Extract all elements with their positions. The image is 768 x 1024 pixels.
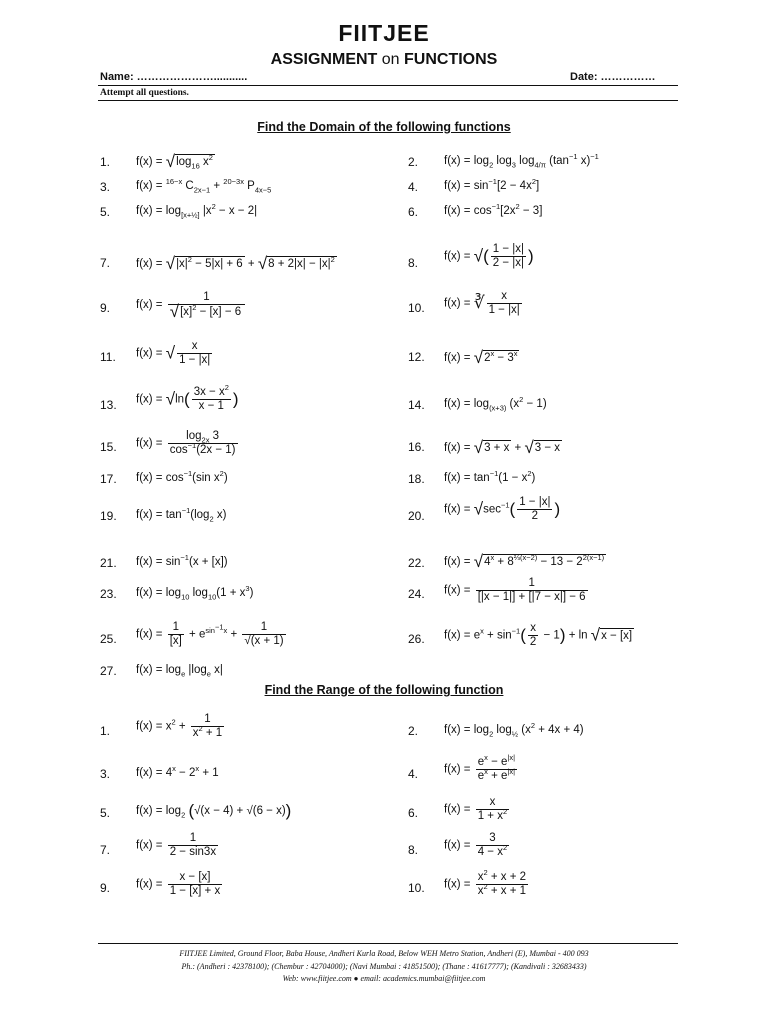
domain-q14-formula: $f(x) = \log_{(x+3)} (x^2 - 1)$: [444, 395, 547, 413]
domain-q16-formula: f(x) = √3 + x + √3 − x: [444, 438, 561, 457]
domain-q26-number: 26.: [408, 632, 425, 646]
range-section-heading: [0, 683, 768, 697]
domain-q4-number: 4.: [408, 180, 419, 194]
range-q3-number: 3.: [100, 767, 111, 781]
domain-q25-number: 25.: [100, 632, 117, 646]
domain-q21-number: 21.: [100, 556, 117, 570]
domain-q6-formula: $f(x) = \cos^{-1}[2x^2 - 3]$: [444, 202, 543, 217]
domain-q19-number: 19.: [100, 509, 117, 523]
domain-q22-number: 22.: [408, 556, 425, 570]
range-q10-number: 10.: [408, 881, 425, 895]
range-q2-number: 2.: [408, 724, 419, 738]
name-field-label: Name: …………………...........: [100, 71, 248, 83]
domain-q23-number: 23.: [100, 587, 117, 601]
domain-q7-number: 7.: [100, 256, 111, 270]
domain-q18-number: 18.: [408, 472, 425, 486]
header-rule-top: [98, 85, 678, 86]
range-q4-formula: f(x) = $\frac{e^x - e^{|x|}}{e^x + e^{|x|}}$: [444, 753, 516, 782]
range-q7-number: 7.: [100, 843, 111, 857]
domain-q10-formula: f(x) = ∛ $\frac{x}{1 - |x|}$: [444, 290, 520, 316]
domain-q26-formula: $f(x) = e^x + \sin^{-1}$( $\frac{x}{2}$ − 1) + ln √x − [x]: [444, 622, 633, 648]
range-q3-formula: $f(x) = 4^x - 2^x + 1$: [136, 764, 219, 779]
range-q1-formula: $f(x) = x^2$ + $\frac{1}{x^2 + 1}$: [136, 713, 223, 739]
footer-line-phones: Ph.: (Andheri : 42378100); (Chembur : 42704000); (Navi Mumbai : 41851500); (Thane : 41617777); (Kandivali : 32683433): [181, 961, 587, 971]
range-q9-number: 9.: [100, 881, 111, 895]
domain-q20-number: 20.: [408, 509, 425, 523]
range-heading-text: Find the Range of the following function: [264, 683, 504, 697]
domain-q11-number: 11.: [100, 350, 116, 364]
domain-q5-number: 5.: [100, 205, 111, 219]
domain-q17-number: 17.: [100, 472, 117, 486]
domain-q2-formula: $f(x) = \log_2 \log_3 \log_{4/\pi} (\tan^{-1}$ x)$^{-1}$: [444, 152, 599, 170]
domain-q3-number: 3.: [100, 180, 111, 194]
domain-q10-number: 10.: [408, 301, 425, 315]
footer-line-address: FIITJEE Limited, Ground Floor, Baba House, Andheri Kurla Road, Below WEH Metro Station, Andheri (E), Mumbai - 400 093: [179, 949, 589, 958]
domain-q12-number: 12.: [408, 350, 425, 364]
header-rule-bottom: [98, 100, 678, 101]
domain-q17-formula: $f(x) = \cos^{-1}(\sin$ $x^2$): [136, 469, 228, 484]
domain-q9-number: 9.: [100, 301, 111, 315]
range-q8-formula: f(x) = $\frac{3}{4 - x^2}$: [444, 832, 508, 858]
range-q1-number: 1.: [100, 724, 111, 738]
range-q5-number: 5.: [100, 806, 111, 820]
domain-q19-formula: $f(x) = \tan^{-1}(\log_2$ x): [136, 506, 227, 524]
page-title: [0, 51, 768, 69]
domain-q20-formula: $f(x) = √\sec^{-1}$( $\frac{1 - |x|}{2}$ ): [444, 496, 561, 522]
domain-q13-formula: f(x) = √ln( $\frac{3x - x^2}{x - 1}$ ): [136, 383, 239, 412]
date-field-label: Date: ……………: [570, 71, 656, 83]
range-q6-formula: f(x) = $\frac{x}{1 + x^2}$: [444, 796, 508, 822]
domain-q24-number: 24.: [408, 587, 425, 601]
fiitjee-logo: FIITJEE: [338, 20, 430, 46]
title-assignment: ASSIGNMENT: [270, 51, 378, 68]
domain-q1-formula: $f(x) = √\log_{16}$ $x^2$: [136, 152, 213, 171]
range-q6-number: 6.: [408, 806, 419, 820]
domain-q15-number: 15.: [100, 440, 117, 454]
domain-section-heading: [0, 120, 768, 134]
range-q7-formula: f(x) = $\frac{1}{2 - \sin 3x}$: [136, 832, 217, 858]
domain-q25-formula: f(x) = $\frac{1}{[x]}$ + $e^{sin^{-1}x}$ + $\frac{1}{√(x + 1)}$: [136, 621, 284, 647]
domain-q15-formula: f(x) = $\frac{\log_{2x} 3}{\cos^{-1}(2x - 1)}$: [136, 430, 236, 456]
domain-q12-formula: $f(x) = √2^x - 3^x$: [444, 348, 518, 367]
domain-q3-formula: f(x) = $^{16-x}$ $C_{2x-1} + ^{20-3x}$ $P_{4x-5}$: [136, 177, 272, 195]
title-on: on: [381, 51, 400, 68]
domain-q14-number: 14.: [408, 398, 425, 412]
domain-q8-formula: f(x) = √( $\frac{1 - |x|}{2 - |x|}$ ): [444, 243, 534, 269]
domain-q11-formula: f(x) = √ $\frac{x}{1 - |x|}$: [136, 340, 211, 366]
range-q4-number: 4.: [408, 767, 419, 781]
range-q5-formula: $f(x) = \log_2 (√(x - 4) + √(6 - x))$: [136, 801, 292, 820]
domain-q27-formula: $f(x) = \log_e |\log_e$ x|: [136, 664, 223, 679]
domain-q7-formula: $f(x) = √|x|^2 - 5|x| + 6 + √8 + 2|x| - |x|^2$: [136, 254, 335, 273]
domain-q6-number: 6.: [408, 205, 419, 219]
instruction-text: Attempt all questions.: [100, 88, 189, 98]
domain-q23-formula: $f(x) = \log_{10} \log_{10}(1 + x^3)$: [136, 584, 254, 602]
domain-q13-number: 13.: [100, 398, 117, 412]
domain-q2-number: 2.: [408, 155, 419, 169]
domain-q22-formula: $f(x) = √4^x + 8^{\frac{2}{3}(x-2)} - 13 - 2^{2(x-1)}$: [444, 552, 605, 571]
domain-q4-formula: $f(x) = \sin^{-1}[2 - 4x^2]$: [444, 177, 540, 192]
domain-heading-text: Find the Domain of the following functions: [257, 120, 511, 134]
footer-rule: [98, 943, 678, 944]
domain-q16-number: 16.: [408, 440, 425, 454]
footer-address: [0, 948, 768, 986]
domain-q27-number: 27.: [100, 664, 117, 678]
domain-q1-number: 1.: [100, 155, 111, 169]
domain-q24-formula: f(x) = $\frac{1}{[|x - 1|] + [|7 - x|] - 6}$: [444, 577, 586, 603]
range-q10-formula: f(x) = $\frac{x^2 + x + 2}{x^2 + x + 1}$: [444, 868, 526, 897]
domain-q9-formula: f(x) = $\frac{1}{√[x]^2 - [x] - 6}$: [136, 291, 247, 319]
title-functions: FUNCTIONS: [404, 51, 498, 68]
range-q8-number: 8.: [408, 843, 419, 857]
domain-q21-formula: $f(x) = \sin^{-1}(x + [x])$: [136, 553, 228, 568]
range-q2-formula: $f(x) = \log_2 \log_{\frac{1}{2}} (x^2 + 4x + 4)$: [444, 721, 584, 739]
range-q9-formula: f(x) = $\frac{x - [x]}{1 - [x] + x}$: [136, 871, 221, 897]
domain-q5-formula: $f(x) = \log_{[x+\frac{1}{2}]} |x^2 - x - 2|$: [136, 202, 258, 220]
domain-q18-formula: $f(x) = \tan^{-1}(1 - x^2)$: [444, 469, 536, 484]
footer-line-web: Web: www.fiitjee.com ● email: academics.mumbai@fiitjee.com: [282, 974, 486, 983]
domain-q8-number: 8.: [408, 256, 419, 270]
